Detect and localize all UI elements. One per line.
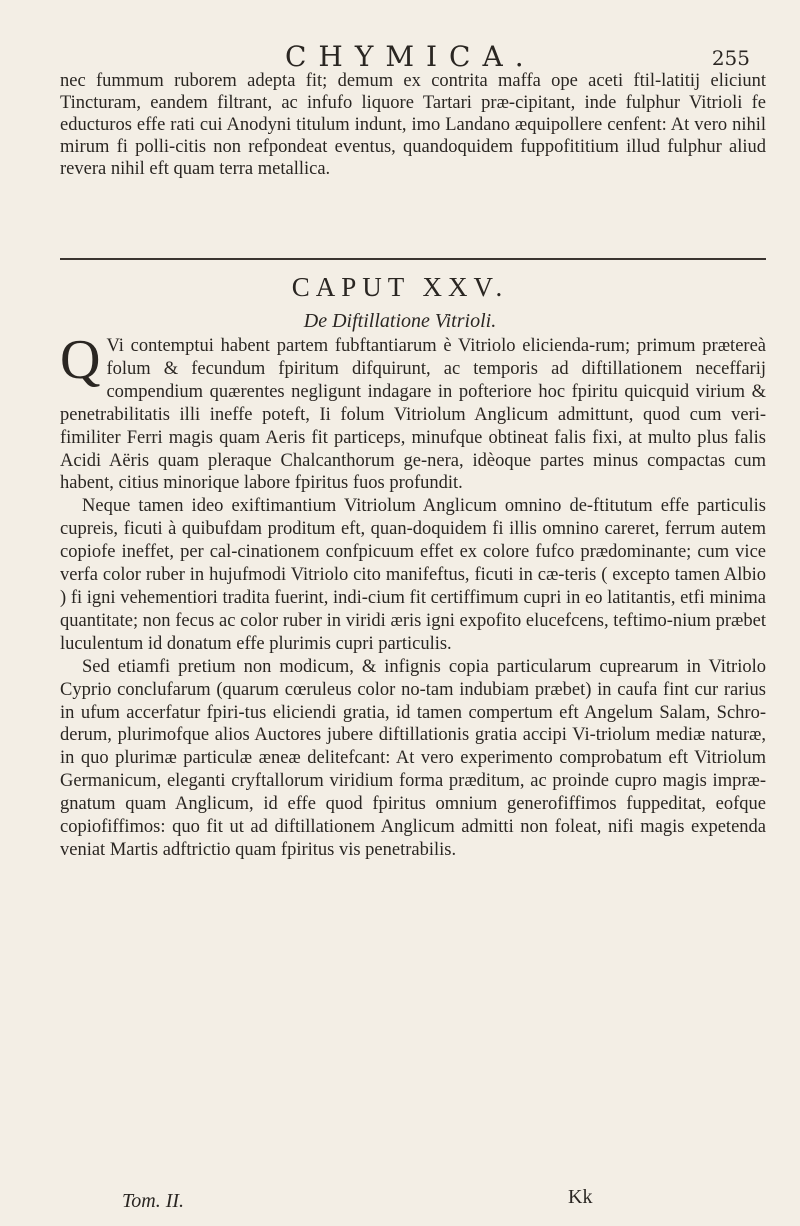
signature-mark: Kk bbox=[568, 1186, 593, 1208]
volume-mark: Tom. II. bbox=[122, 1190, 185, 1212]
running-title: CHYMICA. bbox=[285, 40, 536, 73]
paragraph-3: Sed etiamfi pretium non modicum, & infignis copia particularum cuprearum in Vitriolo Cyprio conclufarum (quarum cœruleus color no-tam indubiam præbet) in caufa fint cur rarius in ufum accerfatur fpiri-tus eliciendi gratia, id tamen compertum eft Angelum Salam, Schro-derum, plurimofque alios Auctores jubere diftillationis gratia accipi Vi-triolum mediæ naturæ, in quo plurimæ particulæ æneæ delitefcant: At vero experimento comprobatum eft Vitriolum Germanicum, eleganti cryftallorum viridium forma præditum, ac proinde cupro magis impræ-gnatum quam Anglicum, id effe quod fpiritus omnium generofiffimos fuppeditat, eofque copiofiffimos: quo fit ut ad diftillationem Anglicum admitti non foleat, nifi magis expetenda veniat Martis adftrictio quam fpiritus vis penetrabilis. bbox=[60, 656, 766, 860]
section-divider bbox=[60, 258, 766, 260]
chapter-title: CAPUT XXV. bbox=[291, 272, 509, 302]
paragraph-1-text: Vi contemptui habent partem fubftantiarum è Vitriolo elicienda-rum; primum prætereà folum & fecundum fpiritum difquirunt, ac temporis ad diftillationem neceffarij compendium quærentes negligunt indagare in pofteriore hoc fpiritu quicquid virium & penetrabilitatis illi ineffe poteft, Ii folum Vitriolum Anglicum admittunt, quod cum veri-fimiliter Ferri magis quam Aeris fit particeps, minufque obtineat falis fixi, at multo plus falis Acidi Aëris quam pleraque Chalcanthorum ge-nera, idèoque partes minus compactas cum habent, citius minorique labore fpiritus fuos profundit. bbox=[60, 336, 766, 494]
paragraph-1 bbox=[60, 329, 766, 495]
continuation-paragraph: nec fummum ruborem adepta fit; demum ex contrita maffa ope aceti ftil-latitij eliciunt Tincturam, eandem filtrant, ac infufo liquore Tartari præ-cipitant, inde fulphur Vitrioli fe educturos effe rati cui Anodyni titulum indunt, imo Landano æquipollere cenfent: At vero nihil mirum fi polli-citis non refpondeat eventus, quandoquidem fuppofititium illud fulphur aliud revera nihil eft quam terra metallica. bbox=[60, 71, 766, 179]
drop-cap: Q bbox=[60, 329, 101, 391]
page-number: 255 bbox=[711, 46, 750, 70]
chapter-body bbox=[60, 329, 766, 862]
page-footer bbox=[0, 1186, 800, 1220]
paragraph-2: Neque tamen ideo exiftimantium Vitriolum Anglicum omnino de-ftitutum effe particulis cupreis, ficuti à quibufdam proditum eft, quan-doquidem fi illis omnino careret, ferrum autem copiofe ineffet, per cal-cinationem confpicuum effet ex colore fufco prædominante; cum vice verfa color ruber in hujufmodi Vitriolo cito manifeftus, ficuti in cæ-teris ( excepto tamen Albio ) fi igni vehementiori tradita fuerint, indi-cium fit certiffimum cupri in eo latitantis, etfi minima quantitate; non fecus ac color ruber in viridi æris igni expofito elucefcens, teftimo-nium præbet luculentum id donatum effe plurimis cupri particulis. bbox=[60, 496, 766, 654]
chapter-subtitle: De Diftillatione Vitrioli. bbox=[303, 310, 497, 332]
